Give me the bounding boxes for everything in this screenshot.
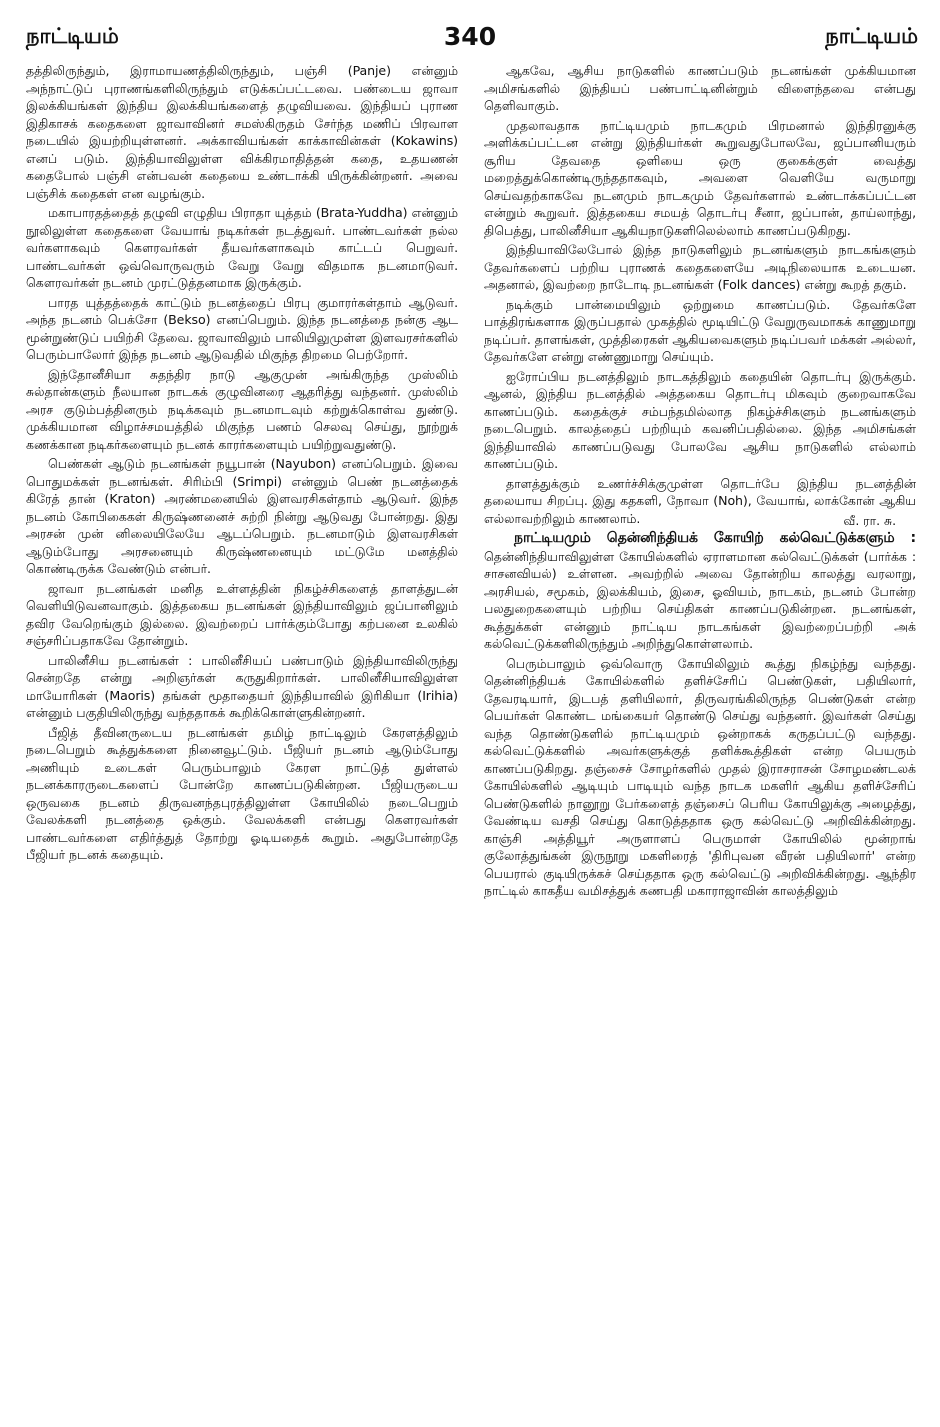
section-text: தென்னிந்தியாவிலுள்ள கோயில்களில் ஏராளமான கல்வெட்டுக்கள் (பார்க்க : சாசனவியல்) உள்ளன. அவற்றில் அவை தோன்றிய காலத்து வரலாறு, அரசியல், சமூகம், இலக்கியம், இசை, ஓவியம், நாடகம், நடனம் போன்ற பலதுறைகளையும் பற்றிய செய்திகள் காணப்படுகின்றன. நடனங்கள், கூத்துக்கள் என்னும் நாட்டிய நாடகங்கள் இவற்றைப்பற்றி அக் கல்வெட்டுக்களிலிருந்தும் அறிந்துகொள்ளலாம். — [484, 548, 916, 651]
paragraph: பெரும்பாலும் ஒவ்வொரு கோயிலிலும் கூத்து நிகழ்ந்து வந்தது. தென்னிந்தியக் கோயில்களில் தளிச்சேரிப் பெண்டுகள், பதியிலார், தேவரடியார், இடபத் தளியிலார், திருவரங்கிலிருந்த பெண்டுகள் என்ற பெயர்கள் கொண்ட மங்கையர் தொண்டு செய்து வந்தனர். இவர்கள் செய்து வந்த தொண்டுகளில் நாட்டியமும் ஒன்றாகக் கருதப்பட்டு வந்தது. கல்வெட்டுக்களில் அவர்களுக்குத் தளிக்கூத்திகள் என்ற பெயரும் காணப்படுகிறது. தஞ்சைச் சோழர்களில் முதல் இராசராசன் சோழமண்டலக் கோயில்களில் ஆடியும் பாடியும் வந்த நாடக மகளிர் ஆகிய தளிச்சேரிப் பெண்டுகளில் நானூறு பேர்களைத் தஞ்சைப் பெரிய கோயிலுக்கு அழைத்து, வேண்டிய வசதி செய்து கொடுத்ததாக ஒரு கல்வெட்டு அறிவிக்கின்றது. காஞ்சி அத்தியூர் அருளாளப் பெருமாள் கோயிலில் மூன்றாங் குலோத்துங்கன் இருநூறு மகளிரைத் 'திரிபுவன வீரன் பதியிலார்' என்ற பெயரால் குடியிருக்கச் செய்ததாக ஒரு கல்வெட்டு அறிவிக்கின்றது. ஆந்திர நாட்டில் காகதீய வமிசத்துக் கணபதி மகாராஜாவின் காலத்திலும் — [484, 655, 916, 898]
paragraph: பாலினீசிய நடனங்கள் : பாலினீசியப் பண்பாடும் இந்தியாவிலிருந்து சென்றதே என்று அறிஞர்கள் கருதுகிறார்கள். பாலினீசியாவிலுள்ள மாயோரிகள் (Maoris) தங்கள் மூதாதையர் இந்தியாவில் இரிகியா (Irihia) என்னும் பகுதியிலிருந்து வந்ததாகக் கூறிக்கொள்ளுகின்றனர். — [26, 652, 458, 720]
running-title-left: நாட்டியம் — [26, 24, 119, 48]
paragraph: தத்திலிருந்தும், இராமாயணத்திலிருந்தும், பஞ்சி (Panje) என்னும் அந்நாட்டுப் புராணங்களிலிருந்தும் எடுக்கப்பட்டவை. பண்டைய ஜாவா இலக்கியங்கள் இந்திய இலக்கியங்களைத் தழுவியவை. இந்தியப் புராண இதிகாசக் கதைகளை ஜாவாவினர் சமஸ்கிருதம் சேர்ந்த மணிப் பிரவாள நடையில் இயற்றியுள்ளனர். அக்காவியங்கள் காக்காவின்கள் (Kokawins) எனப் படும். இந்தியாவிலுள்ள விக்கிரமாதித்தன் கதை, உதயணன் கதைபோல் பஞ்சி என்பவன் கதையை உண்டாக்கி யிருக்கின்றனர். அவை பஞ்சிக் கதைகள் என வழங்கும். — [26, 63, 458, 201]
paragraph: ஆகவே, ஆசிய நாடுகளில் காணப்படும் நடனங்கள் முக்கியமான அமிசங்களில் இந்தியப் பண்பாட்டினின்றும் விளைந்தவை என்பது தெளிவாகும். — [484, 63, 916, 113]
running-title-right: நாட்டியம் — [825, 24, 918, 48]
paragraph: நடிக்கும் பான்மையிலும் ஒற்றுமை காணப்படும். தேவர்களே பாத்திரங்களாக இருப்பதால் முகத்தில் மூடியிட்டு வேறுருவமாகக் காணுமாறு நடிப்பர். தாளங்கள், முத்திரைகள் ஆகியவைகளும் நடிப்பவர் மக்கள் அல்லர், தேவர்களே என்று எண்ணுமாறு செய்யும். — [484, 296, 916, 364]
section-paragraph — [484, 529, 916, 653]
paragraph: மகாபாரதத்தைத் தழுவி எழுதிய பிராதா யுத்தம் (Brata-Yuddha) என்னும் நூலிலுள்ள கதைகளை வேயாங் நடிகர்கள் நடத்துவர். பாண்டவர்கள் நல்ல வர்களாகவும் கௌரவர்கள் தீயவர்களாகவும் காட்டப் பெறுவர். பாண்டவர்கள் ஒவ்வொருவரும் வேறு வேறு விதமாக நடனமாடுவர். கௌரவர்கள் நடனம் முரட்டுத்தனமாக இருக்கும். — [26, 205, 458, 290]
paragraph: ஐரோப்பிய நடனத்திலும் நாடகத்திலும் கதையின் தொடர்பு இருக்கும். ஆனல், இந்திய நடனத்தில் அத்தகைய தொடர்பு மிகவும் குறைவாகவே காணப்படும். கதைக்குச் சம்பந்தமில்லாத நிகழ்ச்சிகளும் நடனங்களும் நடைபெறும். காலத்தைப் பற்றியும் கவனிப்பதில்லை. இந்த அமிசங்கள் இந்தியாவில் காணப்படுவது போலவே ஆசிய நாடுகளில் எல்லாம் காணப்படும். — [484, 368, 916, 471]
paragraph: முதலாவதாக நாட்டியமும் நாடகமும் பிரமனால் இந்திரனுக்கு அளிக்கப்பட்டன என்று இந்தியர்கள் கூறுவதுபோலவே, ஜப்பானியரும் சூரிய தேவதை ஒளியை ஒரு குகைக்குள் வைத்து மறைத்துக்கொண்டிருந்ததாகவும், அவளை வெளியே வருமாறு செய்வதற்காகவே நடனமும் நாடகமும் தேவர்களால் உண்டாக்கப்பட்டன என்றும் கூறுவர். இத்தகைய சமயத் தொடர்பு சீனா, ஜப்பான், தாய்லாந்து, திபெத்து, பாலினீசியா ஆகியநாடுகளிலெல்லாம் காணப்படுகிறது. — [484, 117, 916, 238]
running-header — [0, 22, 940, 56]
left-column — [26, 62, 458, 1412]
page-number: 340 — [443, 22, 497, 51]
paragraph: இந்தியாவிலேபோல் இந்த நாடுகளிலும் நடனங்களும் நாடகங்களும் தேவர்களைப் பற்றிய புராணக் கதைகளையே அடிநிலையாக உடையன. அதனால், இவற்றை நாடோடி நடனங்கள் (Folk dances) என்று கூறத் தகும். — [484, 242, 916, 292]
section-title: நாட்டியமும் தென்னிந்தியக் கோயிற் கல்வெட்டுக்களும் : — [514, 530, 916, 546]
paragraph: தாளத்துக்கும் உணர்ச்சிக்குமுள்ள தொடர்பே இந்திய நடனத்தின் தலையாய சிறப்பு. இது கதகளி, நோவா (Noh), வேயாங், லாக்கோன் ஆகிய எல்லாவற்றிலும் காணலாம். — [484, 475, 916, 526]
paragraph: இந்தோனீசியா சுதந்திர நாடு ஆகுமுன் அங்கிருந்த முஸ்லிம் சுல்தான்களும் நீலயான நாடகக் குழுவினரை ஆதரித்து வந்தனர். முஸ்லிம் அரச குடும்பத்தினரும் நடிக்கவும் நடனமாடவும் கற்றுக்கொள்வ துண்டு. முக்கியமான விழாச்சமயத்தில் மிகுந்த பணம் செலவு செய்து, நூற்றுக் கணக்கான நடிகர்களையும் நடனக் காரர்களையும் பயிற்றுவதுண்டு. — [26, 366, 458, 452]
paragraph: பெண்கள் ஆடும் நடனங்கள் நயூபான் (Nayubon) எனப்பெறும். இவை பொதுமக்கள் நடனங்கள். சிரிம்பி (Srimpi) என்னும் பெண் நடனத்தைக் கிரேத் தான் (Kraton) அரண்மனையில் இளவரசிகள்தாம் ஆடுவர். இந்த நடனம் கோபிகைகள் கிருஷ்ணனைச் சுற்றி நின்று ஆடுவது போன்றது. இது அரசன் முன் னிலையிலேயே ஆடப்பெறும். நடனமாடும் இளவரசிகள் ஆடும்போது அரசனையும் கிருஷ்ணனையும் மட்டுமே மனத்தில் கொண்டிருக்க வேண்டும் என்பர். — [26, 456, 458, 576]
right-column — [484, 62, 916, 1412]
paragraph: பீஜித் தீவினருடைய நடனங்கள் தமிழ் நாட்டிலும் கேரளத்திலும் நடைபெறும் கூத்துக்களை நினைவூட்டும். பீஜியர் நடனம் ஆடும்போது அணியும் உடைகள் பெரும்பாலும் கேரள நாட்டுத் துள்ளல் நடனக்காரருடைகளைப் போன்றே காணப்படுகின்றன. பீஜியருடைய ஒருவகை நடனம் திருவனந்தபுரத்திலுள்ள கோயிலில் நடைபெறும் வேலக்களி நடனத்தை ஒக்கும். வேலக்களி என்பது கௌரவர்கள் பாண்டவர்களை எதிர்த்துத் தோற்று ஓடியதைக் கூறும். அதுபோன்றதே பீஜியர் நடனக் கதையும். — [26, 724, 458, 862]
paragraph: பாரத யுத்தத்தைக் காட்டும் நடனத்தைப் பிரபு குமாரர்கள்தாம் ஆடுவர். அந்த நடனம் பெக்சோ (Bekso) எனப்பெறும். இந்த நடனத்தை நன்கு ஆட மூன்றுண்டுப் பயிற்சி தேவை. ஜாவாவிலும் பாலியிலுமுள்ள இளவரசர்களில் பெரும்பாலோர் இந்த நடனம் ஆடுவதில் மிகுந்த திறமை பெற்றோர். — [26, 294, 458, 362]
author-signature: வீ. ரா. சு. — [843, 512, 896, 528]
paragraph: ஜாவா நடனங்கள் மனித உள்ளத்தின் நிகழ்ச்சிகளைத் தாளத்துடன் வெளியிடுவனவாகும். இத்தகைய நடனங்கள் இந்தியாவிலும் ஜப்பானிலும் தவிர வேறெங்கும் இல்லை. இவற்றைப் பார்க்கும்போது கற்பனை உலகில் சஞ்சரிப்பதாகவே தோன்றும். — [26, 580, 458, 648]
